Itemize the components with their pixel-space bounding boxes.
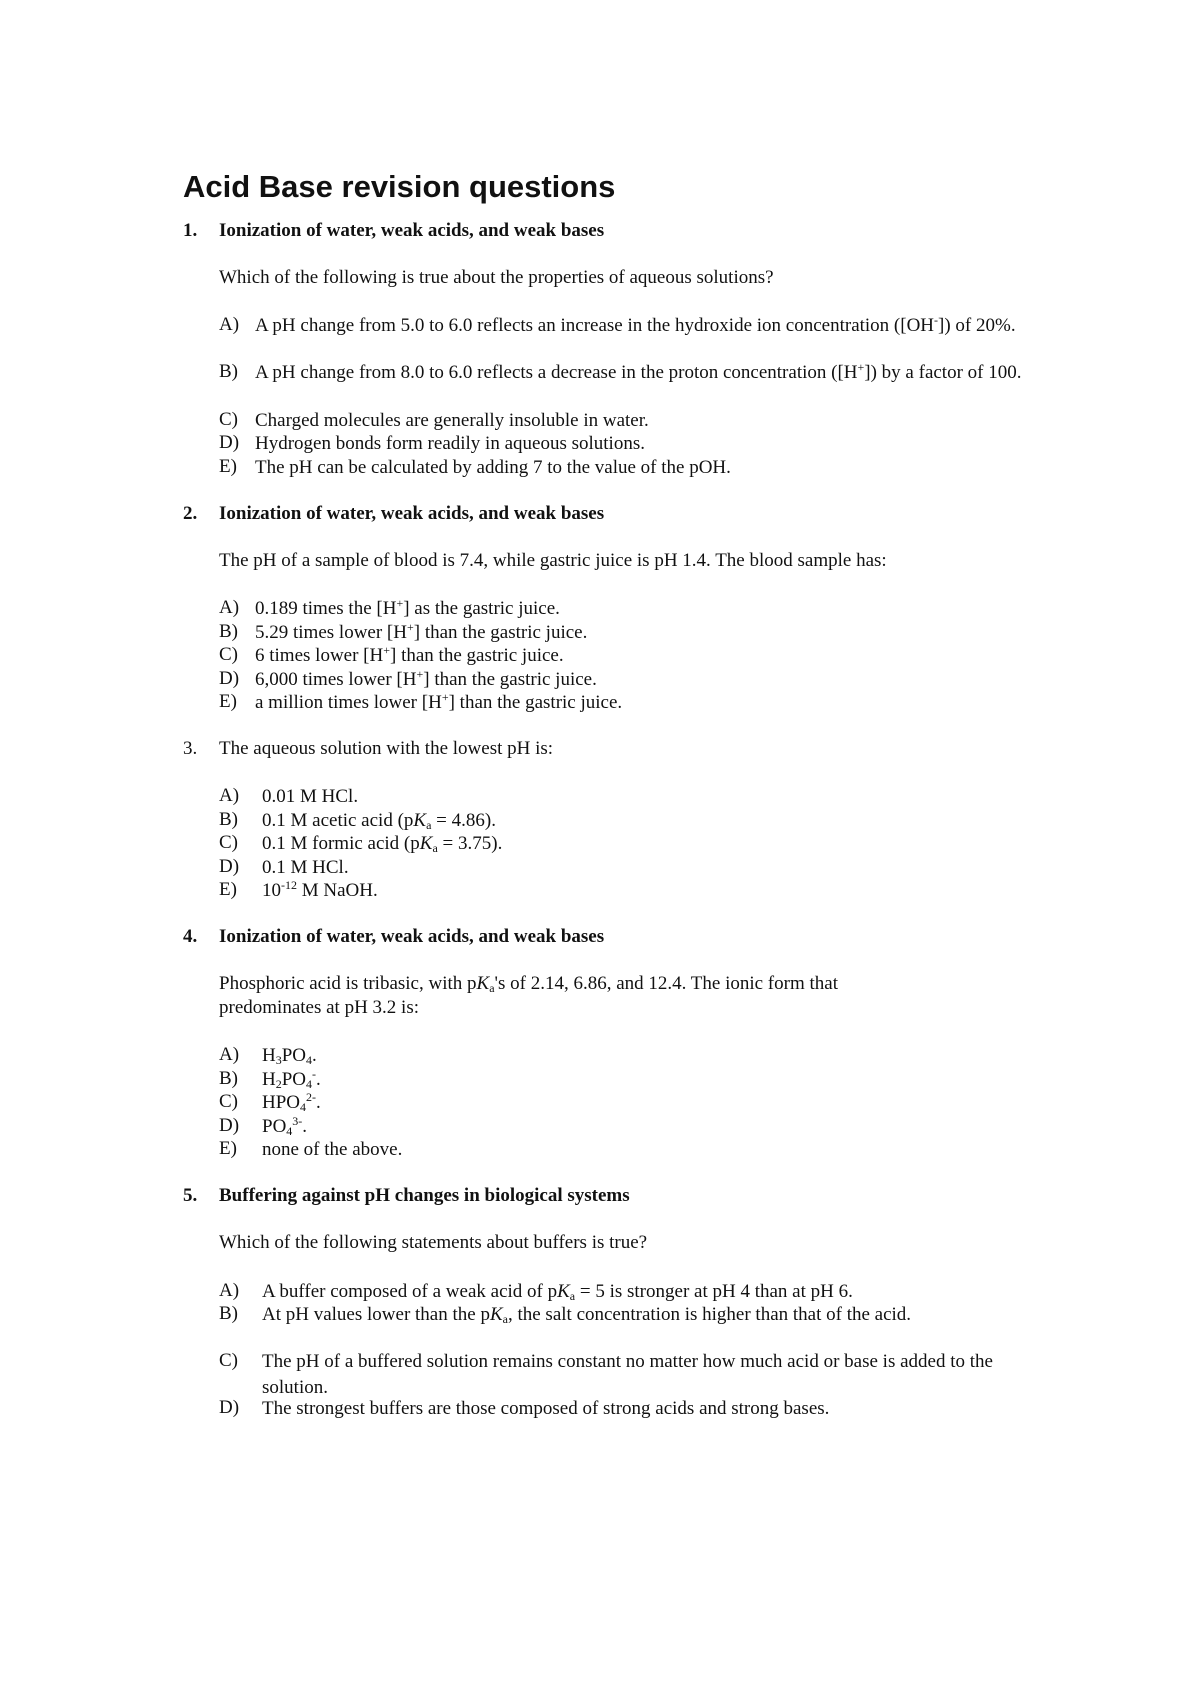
option-text: 5.29 times lower [H+] than the gastric juice. bbox=[255, 620, 588, 643]
page-title: Acid Base revision questions bbox=[183, 169, 616, 204]
question-number: 5. bbox=[183, 1185, 198, 1206]
question-topic: Buffering against pH changes in biological systems bbox=[219, 1185, 630, 1206]
option-label: A) bbox=[219, 1044, 240, 1065]
option-text: A pH change from 5.0 to 6.0 reflects an increase in the hydroxide ion concentration ([OH-]) of 20%. bbox=[255, 313, 1016, 336]
option-label: B) bbox=[219, 361, 238, 382]
option-text: 0.189 times the [H+] as the gastric juice. bbox=[255, 596, 560, 619]
question-stem: Which of the following is true about the properties of aqueous solutions? bbox=[219, 267, 774, 288]
option-text: The pH can be calculated by adding 7 to the value of the pOH. bbox=[255, 457, 731, 478]
option-text: The pH of a buffered solution remains constant no matter how much acid or base is added to the solution. bbox=[262, 1351, 993, 1398]
option-label: A) bbox=[219, 1280, 240, 1301]
question-topic: Ionization of water, weak acids, and weak bases bbox=[219, 503, 605, 524]
option-label: A) bbox=[219, 314, 240, 335]
option-label: E) bbox=[219, 1138, 237, 1159]
option-label: D) bbox=[219, 1397, 240, 1418]
option-text: $HPO_4^{2-}$. bbox=[262, 1090, 321, 1114]
option-text: 0.1 M acetic acid $(pK_a = 4.86)$. bbox=[262, 810, 496, 832]
option-label: D) bbox=[219, 432, 240, 453]
option-text: A pH change from 8.0 to 6.0 reflects a decrease in the proton concentration ([H+]) by a factor of 100. bbox=[255, 360, 1022, 383]
option-label: B) bbox=[219, 809, 238, 830]
option-text: A buffer composed of a weak acid of $pK_a = 5$ is stronger at pH 4 than at pH 6. bbox=[262, 1281, 853, 1303]
question-stem: Which of the following statements about buffers is true? bbox=[219, 1232, 648, 1253]
question-topic: Ionization of water, weak acids, and weak bases bbox=[219, 220, 605, 241]
question-stem: Phosphoric acid is tribasic, with $pK_a's$ of 2.14, 6.86, and 12.4. The ionic form that bbox=[219, 973, 838, 995]
option-label: C) bbox=[219, 644, 238, 665]
option-text: 6 times lower [H+] than the gastric juice. bbox=[255, 643, 564, 666]
option-text: 6,000 times lower [H+] than the gastric juice. bbox=[255, 667, 597, 690]
option-text: At pH values lower than the $pK_a$, the salt concentration is higher than that of the acid. bbox=[262, 1304, 912, 1326]
option-text: 0.1 M formic acid $(pK_a = 3.75)$. bbox=[262, 833, 503, 855]
option-label: B) bbox=[219, 1068, 238, 1089]
option-label: A) bbox=[219, 785, 240, 806]
option-label: C) bbox=[219, 832, 238, 853]
option-label: A) bbox=[219, 597, 240, 618]
option-text: The strongest buffers are those composed of strong acids and strong bases. bbox=[262, 1398, 830, 1419]
option-label: E) bbox=[219, 691, 237, 712]
option-label: C) bbox=[219, 1091, 238, 1112]
option-label: D) bbox=[219, 668, 240, 689]
question-number: 1. bbox=[183, 220, 198, 241]
question-stem: The aqueous solution with the lowest pH is: bbox=[219, 738, 554, 759]
option-text: Charged molecules are generally insoluble in water. bbox=[255, 410, 649, 431]
option-text: $H_3PO_4$. bbox=[262, 1045, 317, 1067]
option-text: Hydrogen bonds form readily in aqueous solutions. bbox=[255, 433, 645, 454]
option-text: none of the above. bbox=[262, 1139, 403, 1160]
option-text: $10^{-12}$ M NaOH. bbox=[262, 878, 378, 901]
question-number: 4. bbox=[183, 926, 198, 947]
option-label: B) bbox=[219, 1303, 238, 1324]
option-text: a million times lower [H+] than the gastric juice. bbox=[255, 690, 623, 713]
option-label: B) bbox=[219, 621, 238, 642]
option-label: E) bbox=[219, 456, 237, 477]
option-label: C) bbox=[219, 409, 238, 430]
option-label: D) bbox=[219, 1115, 240, 1136]
option-text: 0.1 M HCl. bbox=[262, 857, 349, 878]
option-text: 0.01 M HCl. bbox=[262, 786, 359, 807]
option-label: E) bbox=[219, 879, 237, 900]
question-stem: The pH of a sample of blood is 7.4, while gastric juice is pH 1.4. The blood sample has: bbox=[219, 550, 887, 571]
question-number: 2. bbox=[183, 503, 198, 524]
question-number: 3. bbox=[183, 738, 198, 759]
question-stem-line2: predominates at pH 3.2 is: bbox=[219, 997, 419, 1018]
option-label: D) bbox=[219, 856, 240, 877]
option-label: C) bbox=[219, 1350, 238, 1371]
option-text: $PO_4^{3-}$. bbox=[262, 1114, 308, 1138]
question-topic: Ionization of water, weak acids, and weak bases bbox=[219, 926, 605, 947]
option-text: $H_2PO_4^-$. bbox=[262, 1067, 321, 1091]
